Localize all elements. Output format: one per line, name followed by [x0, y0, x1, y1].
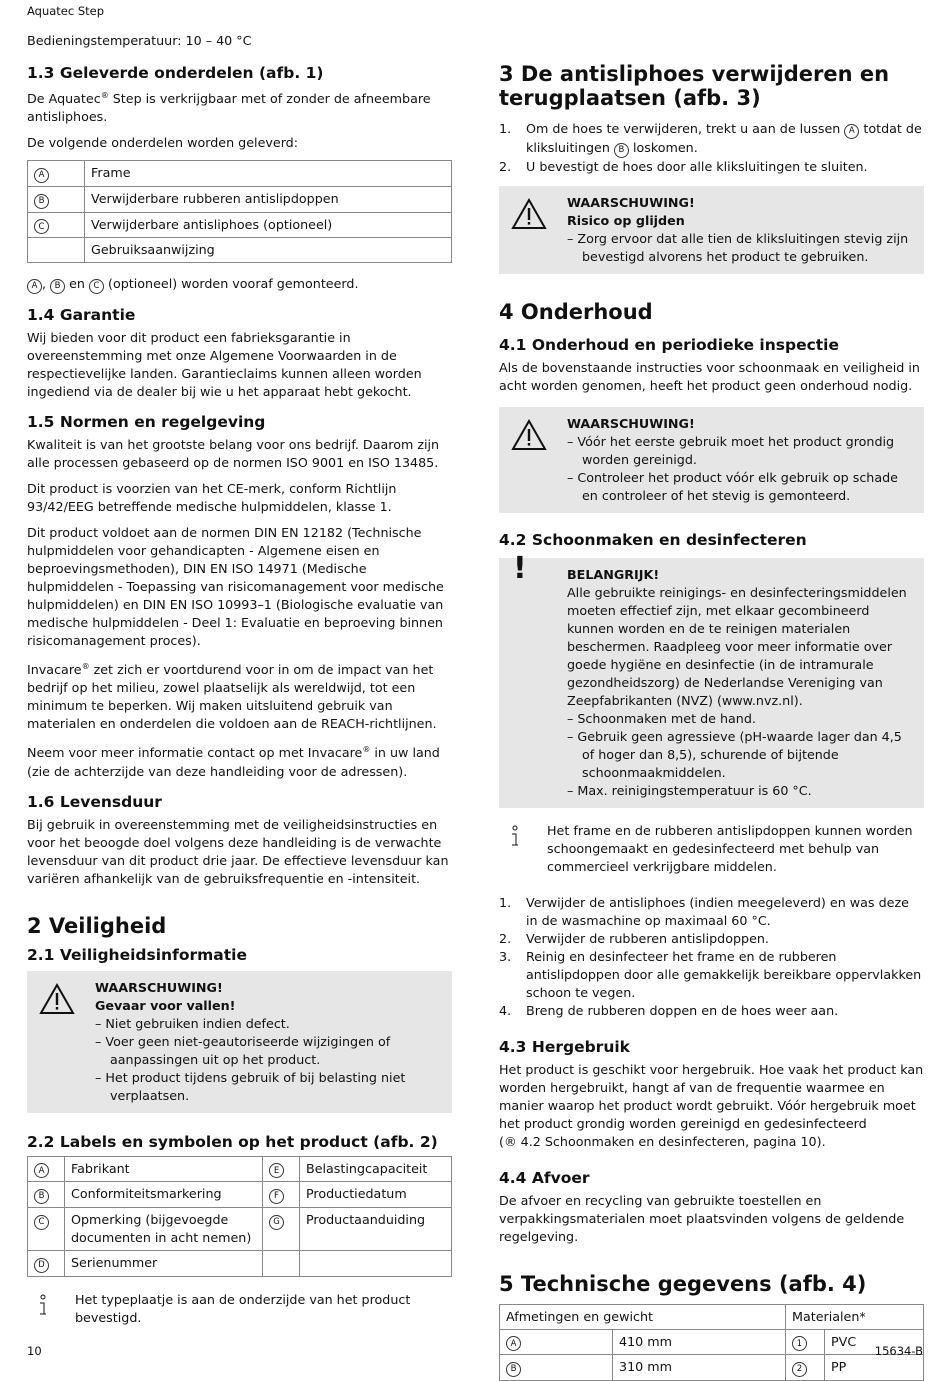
- part-label: Verwijderbare antisliphoes (optioneel): [85, 212, 452, 238]
- table-row: D Serienummer: [28, 1251, 452, 1277]
- warning-triangle-icon: [511, 419, 547, 451]
- info-note: Het frame en de rubberen antislipdoppen kunnen worden schoongemaakt en gedesinfecteerd met behulp van commercieel verkrijgbare middelen.: [499, 822, 924, 876]
- warning-item: – Voer geen niet-geautoriseerde wijzigingen of aanpassingen uit op het product.: [95, 1033, 442, 1069]
- paragraph: De Aquatec® Step is verkrijgbaar met of zonder de afneembare antisliphoes.: [27, 87, 452, 126]
- important-item: – Max. reinigingstemperatuur is 60 °C.: [567, 782, 914, 800]
- exclamation-icon: !: [513, 560, 527, 578]
- parts-table: [27, 160, 452, 263]
- list-item: 3. Reinig en desinfecteer het frame en de rubberen antislipdoppen door alle gemakkelijk bereikbare oppervlakken schoon te vegen.: [499, 948, 924, 1002]
- preassembled-note: A , B en C (optioneel) worden vooraf gemonteerd.: [27, 275, 452, 294]
- part-label: Frame: [85, 161, 452, 187]
- important-title: BELANGRIJK!: [567, 566, 914, 584]
- mark-a: A: [34, 168, 49, 183]
- paragraph: De afvoer en recycling van gebruikte toestellen en verpakkingsmaterialen moet plaatsvinden volgens de geldende regelgeving.: [499, 1192, 924, 1246]
- warning-subtitle: Risico op glijden: [567, 212, 914, 230]
- part-label: Gebruiksaanwijzing: [85, 238, 452, 263]
- table-row: C Opmerking (bijgevoegde documenten in acht nemen) G Productaanduiding: [28, 1208, 452, 1251]
- warning-item: – Controleer het product vóór elk gebruik op schade en controleer of het stevig is gemonteerd.: [567, 469, 914, 505]
- part-label: Verwijderbare rubberen antislipdoppen: [85, 186, 452, 212]
- labels-table: [27, 1156, 452, 1277]
- info-icon: [509, 825, 521, 849]
- warning-triangle-icon: [39, 983, 75, 1015]
- mark-b: B: [34, 194, 49, 209]
- paragraph: Dit product voldoet aan de normen DIN EN 12182 (Technische hulpmiddelen voor gehandicapten - Algemene eisen en beproevingsmethoden), DIN EN ISO 14971 (Medische hulpmiddelen - Toepassing van risicomanagement voor medische hulpmiddelen) en DIN EN ISO 10993–1 (Biologische evaluatie van medische hulpmiddelen - Deel 1: Evaluatie en beproeving binnen risicomanagement proces).: [27, 524, 452, 650]
- section-4-title: 4 Onderhoud: [499, 300, 924, 324]
- section-1-5-title: 1.5 Normen en regelgeving: [27, 413, 452, 432]
- steps-list: [499, 120, 924, 176]
- table-header-row: Afmetingen en gewicht Materialen*: [500, 1304, 924, 1329]
- section-5-title: 5 Technische gegevens (afb. 4): [499, 1272, 924, 1296]
- important-item: – Schoonmaken met de hand.: [567, 710, 914, 728]
- right-column: [499, 62, 924, 1381]
- paragraph: De volgende onderdelen worden geleverd:: [27, 134, 452, 152]
- page-number: 10: [27, 1344, 42, 1358]
- warning-box: [499, 186, 924, 274]
- section-2-2-title: 2.2 Labels en symbolen op het product (afb. 2): [27, 1133, 452, 1152]
- paragraph: Neem voor meer informatie contact op met Invacare® in uw land (zie de achterzijde van deze handleiding voor de adressen).: [27, 741, 452, 780]
- paragraph: Kwaliteit is van het grootste belang voor ons bedrijf. Daarom zijn alle processen gebaseerd op de normen ISO 9001 en ISO 13485.: [27, 436, 452, 472]
- table-row: A 410 mm 1 PVC: [500, 1329, 924, 1355]
- running-header: Aquatec Step: [27, 4, 104, 18]
- table-row: [28, 212, 452, 238]
- section-3-title: 3 De antisliphoes verwijderen en terugplaatsen (afb. 3): [499, 62, 924, 110]
- list-item: 1. Verwijder de antisliphoes (indien meegeleverd) en was deze in de wasmachine op maximaal 60 °C.: [499, 894, 924, 930]
- paragraph: Het product is geschikt voor hergebruik. Hoe vaak het product kan worden hergebruikt, hangt af van de frequentie waarmee en manier waarop het product wordt gebruikt. Vóór hergebruik moet het product grondig worden gereinigd en gedesinfecteerd (® 4.2 Schoonmaken en desinfecteren, pagina 10).: [499, 1061, 924, 1151]
- mark-c: C: [34, 219, 49, 234]
- section-1-3-title: 1.3 Geleverde onderdelen (afb. 1): [27, 64, 452, 83]
- section-1-4-title: 1.4 Garantie: [27, 306, 452, 325]
- document-code: 15634-B: [875, 1344, 923, 1358]
- table-row: [28, 161, 452, 187]
- list-item: 4. Breng de rubberen doppen en de hoes weer aan.: [499, 1002, 924, 1020]
- table-row: B Conformiteitsmarkering F Productiedatum: [28, 1182, 452, 1208]
- section-4-3-title: 4.3 Hergebruik: [499, 1038, 924, 1057]
- technical-data-table: [499, 1304, 924, 1381]
- table-row: B 310 mm 2 PP: [500, 1355, 924, 1381]
- warning-item: – Vóór het eerste gebruik moet het product grondig worden gereinigd.: [567, 433, 914, 469]
- paragraph: Bij gebruik in overeenstemming met de veiligheidsinstructies en voor het beoogde doel volgens deze handleiding is de verwachte levensduur van dit product drie jaar. De effectieve levensduur kan variëren afhankelijk van de gebruiksfrequentie en -intensiteit.: [27, 816, 452, 888]
- warning-box: [27, 971, 452, 1113]
- warning-item: – Het product tijdens gebruik of bij belasting niet verplaatsen.: [95, 1069, 442, 1105]
- warning-box: [499, 407, 924, 513]
- table-row: A Fabrikant E Belastingcapaciteit: [28, 1156, 452, 1182]
- paragraph: Dit product is voorzien van het CE-merk, conform Richtlijn 93/42/EEG betreffende medische hulpmiddelen, klasse 1.: [27, 480, 452, 516]
- table-row: [28, 238, 452, 263]
- warning-title: WAARSCHUWING!: [95, 979, 442, 997]
- list-item: 2. Verwijder de rubberen antislipdoppen.: [499, 930, 924, 948]
- warning-item: – Niet gebruiken indien defect.: [95, 1015, 442, 1033]
- paragraph: Invacare® zet zich er voortdurend voor in om de impact van het bedrijf op het milieu, zowel plaatselijk als wereldwijd, tot een minimum te beperken. Wij maken uitsluitend gebruik van materialen en onderdelen die voldoen aan de REACH-richtlijnen.: [27, 658, 452, 733]
- left-column: [27, 32, 452, 1327]
- info-icon: [37, 1294, 49, 1318]
- section-4-4-title: 4.4 Afvoer: [499, 1169, 924, 1188]
- section-2-1-title: 2.1 Veiligheidsinformatie: [27, 946, 452, 965]
- paragraph: Wij bieden voor dit product een fabrieksgarantie in overeenstemming met onze Algemene Voorwaarden in de respectievelijke landen. Garantieclaims kunnen alleen worden ingediend via de dealer bij wie u het apparaat hebt gekocht.: [27, 329, 452, 401]
- list-item: 2. U bevestigt de hoes door alle kliksluitingen te sluiten.: [499, 158, 924, 176]
- warning-subtitle: Gevaar voor vallen!: [95, 997, 442, 1015]
- warning-triangle-icon: [511, 198, 547, 230]
- section-1-6-title: 1.6 Levensduur: [27, 793, 452, 812]
- paragraph: Als de bovenstaande instructies voor schoonmaak en veiligheid in acht worden genomen, heeft het product geen onderhoud nodig.: [499, 359, 924, 395]
- operating-temperature: Bedieningstemperatuur: 10 – 40 °C: [27, 32, 452, 50]
- important-paragraph: Alle gebruikte reinigings- en desinfecteringsmiddelen moeten effectief zijn, met elkaar gecombineerd kunnen worden en de te reinigen materialen beschermen. Raadpleeg voor meer informatie over goede hygiëne en desinfectie (in de intramurale gezondheidszorg) de Nederlandse Vereniging van Zeepfabrikanten (NVZ) (www.nvz.nl).: [567, 584, 914, 710]
- section-4-2-title: 4.2 Schoonmaken en desinfecteren: [499, 531, 924, 550]
- cleaning-steps-list: [499, 894, 924, 1020]
- info-note: Het typeplaatje is aan de onderzijde van het product bevestigd.: [27, 1291, 452, 1327]
- important-item: – Gebruik geen agressieve (pH-waarde lager dan 4,5 of hoger dan 8,5), schurende of bijtende schoonmaakmiddelen.: [567, 728, 914, 782]
- important-box: [499, 558, 924, 808]
- table-row: [28, 186, 452, 212]
- warning-title: WAARSCHUWING!: [567, 415, 914, 433]
- list-item: 1. Om de hoes te verwijderen, trekt u aan de lussen A totdat de kliksluitingen B loskomen.: [499, 120, 924, 158]
- section-4-1-title: 4.1 Onderhoud en periodieke inspectie: [499, 336, 924, 355]
- warning-title: WAARSCHUWING!: [567, 194, 914, 212]
- section-2-title: 2 Veiligheid: [27, 914, 452, 938]
- warning-item: – Zorg ervoor dat alle tien de kliksluitingen stevig zijn bevestigd alvorens het product te gebruiken.: [567, 230, 914, 266]
